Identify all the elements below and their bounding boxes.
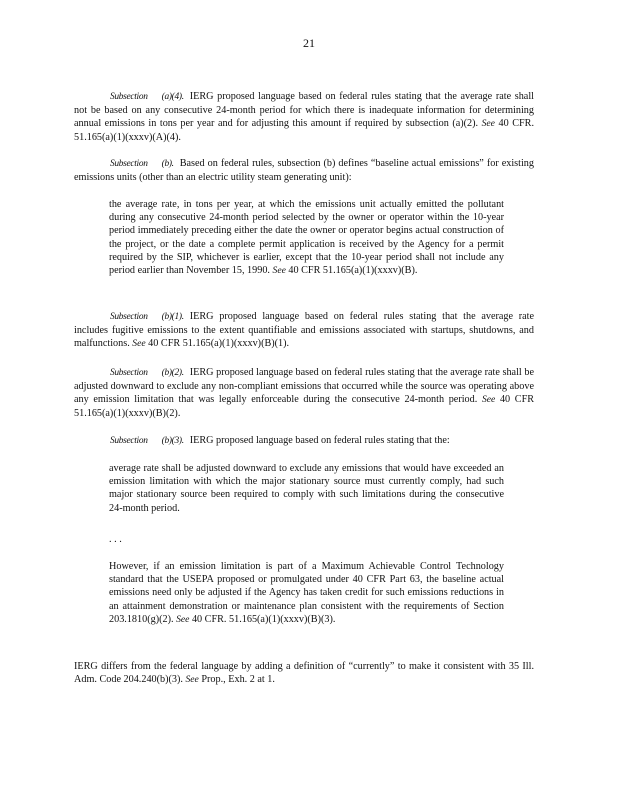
quote-text: average rate shall be adjusted downward to exclude any emissions that would have exceeded an emission limitation with which the major stationary source must currently comply, had such major stationary source been required to comply with such limitations during the consecutive 24-month period. bbox=[109, 463, 504, 514]
subsection-tag: (b)(1). bbox=[161, 312, 184, 322]
see-signal: See bbox=[272, 265, 286, 277]
omission-ellipsis: . . . bbox=[109, 534, 122, 545]
see-signal: See bbox=[481, 118, 495, 130]
citation: 40 CFR 51.165(a)(1)(xxxv)(B)(1). bbox=[148, 338, 290, 350]
see-signal: See bbox=[176, 613, 190, 625]
see-signal: See bbox=[132, 338, 146, 350]
paragraph-text: IERG proposed language based on federal rules stating that the average rate includes fugitive emissions to the extent quantifiable and emissions associated with startups, shutdowns, and malfunctions. bbox=[74, 311, 534, 350]
subsection-tag: (b). bbox=[161, 159, 174, 169]
subsection-tag: (b)(2). bbox=[161, 368, 184, 378]
quote-text: However, if an emission limitation is part of a Maximum Achievable Control Technology standard that the USEPA proposed or promulgated under 40 CFR Part 63, the baseline actual emissions need only be adjusted if the Agency has taken credit for such emissions reductions in an attainment demonstration or maintenance plan consistent with the requirements of Section 203.1810(g)(2). bbox=[109, 561, 504, 625]
block-quote-adjustment bbox=[109, 462, 504, 515]
citation: 40 CFR. 51.165(a)(1)(xxxv)(A)(4). bbox=[74, 118, 534, 143]
paragraph-subsection-b3 bbox=[74, 434, 534, 448]
page-number: 21 bbox=[303, 36, 315, 50]
paragraph-text: IERG proposed language based on federal rules stating that the average rate shall not be based on any consecutive 24-month period for which there is inadequate information for determining annual emissions in tons per year and for adjusting this amount if required by subsection (a)(2). bbox=[74, 91, 534, 130]
paragraph-text: IERG differs from the federal language by adding a definition of “currently” to make it consistent with 35 Ill. Adm. Code 204.240(b)(3). bbox=[74, 661, 534, 686]
subsection-tag: (b)(3). bbox=[161, 436, 184, 446]
see-signal: See bbox=[481, 394, 496, 406]
subsection-label: Subsection bbox=[110, 312, 148, 322]
see-signal: See bbox=[185, 674, 199, 686]
citation: 40 CFR 51.165(a)(1)(xxxv)(B). bbox=[288, 265, 418, 277]
subsection-label: Subsection bbox=[110, 92, 148, 102]
citation: 40 CFR 51.165(a)(1)(xxxv)(B)(2). bbox=[74, 394, 535, 419]
paragraph-subsection-b bbox=[74, 157, 534, 184]
paragraph-subsection-b1 bbox=[74, 310, 534, 351]
subsection-label: Subsection bbox=[110, 368, 148, 378]
subsection-tag: (a)(4). bbox=[161, 92, 184, 102]
paragraph-subsection-b2 bbox=[74, 366, 534, 420]
subsection-label: Subsection bbox=[110, 436, 148, 446]
citation: 40 CFR. 51.165(a)(1)(xxxv)(B)(3). bbox=[191, 613, 336, 625]
subsection-label: Subsection bbox=[110, 159, 148, 169]
quote-text: the average rate, in tons per year, at which the emissions unit actually emitted the pollutant during any consecutive 24-month period selected by the owner or operator within the 10-year period immediately preceding either the date the owner or operator begins actual construction of the project, or the date a complete permit application is received by the Agency for a permit required by the SIP, whichever is earlier, except that the 10-year period shall not include any period earlier than November 15, 1990. bbox=[109, 199, 504, 277]
citation: Prop., Exh. 2 at 1. bbox=[201, 674, 275, 686]
paragraph-text: Based on federal rules, subsection (b) defines “baseline actual emissions” for existing emissions units (other than an electric utility steam generating unit): bbox=[74, 158, 534, 184]
paragraph-ierg-differs bbox=[74, 660, 534, 686]
paragraph-text: IERG proposed language based on federal rules stating that the average rate shall be adjusted downward to exclude any non-compliant emissions that occurred while the source was operating above any emission limitation that was legally enforceable during the consecutive 24-month period. bbox=[74, 367, 534, 406]
block-quote-mact-exception bbox=[109, 560, 504, 626]
paragraph-subsection-a4 bbox=[74, 90, 534, 144]
paragraph-text: IERG proposed language based on federal rules stating that the: bbox=[189, 435, 450, 446]
block-quote-baseline-definition bbox=[109, 198, 504, 277]
